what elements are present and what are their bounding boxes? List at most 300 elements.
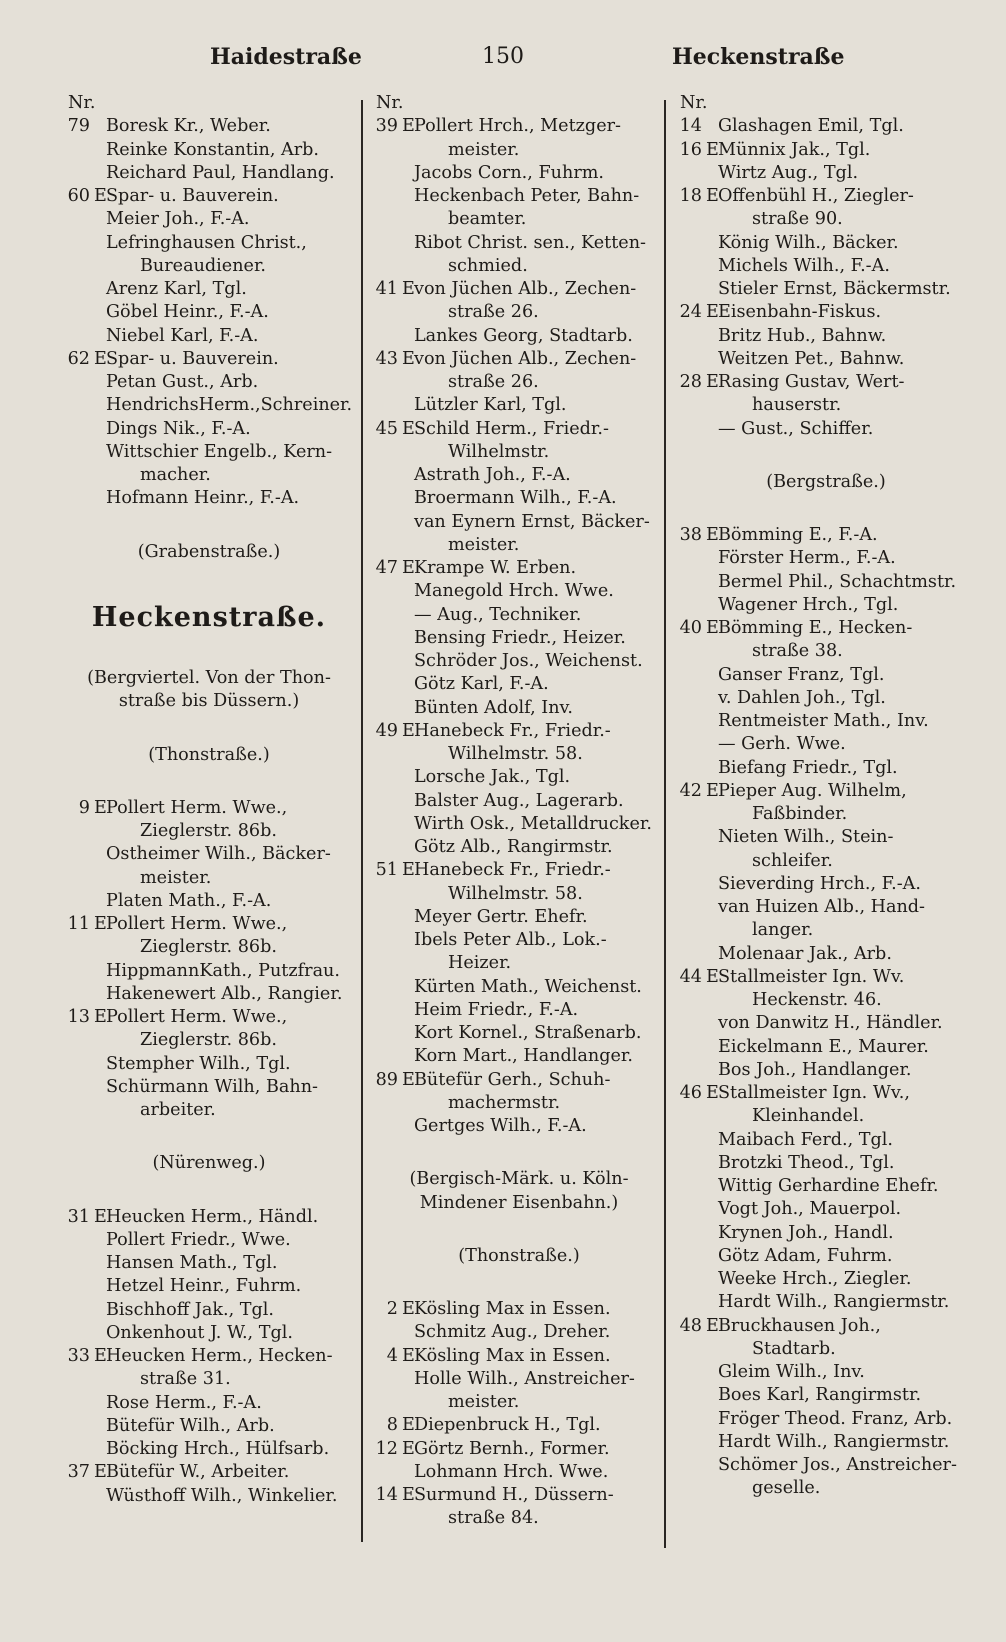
house-number: 12 xyxy=(375,1438,398,1459)
entry-text: von Jüchen Alb., Zechen- xyxy=(414,348,637,369)
entry-text: Maibach Ferd., Tgl. xyxy=(718,1129,893,1150)
section-heading: (Bergviertel. Von der Thon- xyxy=(87,668,331,688)
directory-entry xyxy=(676,418,976,441)
directory-entry xyxy=(372,604,666,627)
directory-entry xyxy=(676,687,976,710)
entry-text: Kösling Max in Essen. xyxy=(414,1345,611,1366)
directory-entry xyxy=(676,571,976,594)
entry-text: Spar- u. Bauverein. xyxy=(106,348,279,369)
page-number: 150 xyxy=(482,44,524,69)
entry-text: Heim Friedr., F.-A. xyxy=(414,999,579,1020)
entry-text: Vogt Joh., Mauerpol. xyxy=(718,1199,902,1220)
directory-entry xyxy=(676,1012,976,1035)
entry-text: Astrath Joh., F.-A. xyxy=(414,465,571,485)
directory-entry xyxy=(372,394,666,417)
running-head-left: Haidestraße xyxy=(210,44,362,70)
directory-entry xyxy=(676,757,976,780)
entry-text: Nieten Wilh., Stein- xyxy=(718,827,894,848)
house-number: 79 xyxy=(67,116,90,137)
entry-text: Britz Hub., Bahnw. xyxy=(718,325,887,346)
owner-marker: E xyxy=(402,558,415,578)
section-heading: (Nürenweg.) xyxy=(152,1153,266,1174)
entry-text: Pollert Herm. Wwe., xyxy=(106,797,288,818)
entry-text: Hardt Wilh., Rangiermstr. xyxy=(718,1292,950,1313)
entry-text: Korn Mart., Handlanger. xyxy=(414,1046,633,1067)
entry-text: Krampe W. Erben. xyxy=(414,558,577,578)
section-spacer xyxy=(64,1176,354,1206)
entry-text: Wagener Hrch., Tgl. xyxy=(718,594,899,615)
directory-entry xyxy=(372,1022,666,1045)
entry-text: Arenz Karl, Tgl. xyxy=(106,279,247,299)
entry-text: — Gerh. Wwe. xyxy=(718,734,846,755)
owner-marker: E xyxy=(94,914,107,934)
directory-entry xyxy=(64,1006,354,1053)
entry-text: Hofmann Heinr., F.-A. xyxy=(106,488,300,509)
entry-text: Platen Math., F.-A. xyxy=(106,890,272,911)
house-number: 47 xyxy=(375,558,398,578)
section-heading: Mindener Eisenbahn.) xyxy=(419,1192,619,1213)
entry-text: Stallmeister Ign. Wv., xyxy=(718,1083,910,1103)
entry-text: Gertges Wilh., F.-A. xyxy=(414,1116,587,1136)
entry-continuation: meister. xyxy=(448,1392,520,1412)
entry-continuation: meister. xyxy=(140,867,212,888)
house-number: 48 xyxy=(679,1315,702,1336)
directory-entry xyxy=(676,826,976,873)
directory-entry xyxy=(676,547,976,570)
entry-text: Bütefür W., Arbeiter. xyxy=(106,1462,290,1483)
section-spacer xyxy=(64,1122,354,1152)
entry-continuation: geselle. xyxy=(752,1478,821,1499)
section-heading: (Thonstraße.) xyxy=(148,744,270,765)
entry-continuation: meister. xyxy=(448,534,520,555)
directory-entry xyxy=(64,371,354,394)
entry-continuation: Kleinhandel. xyxy=(752,1106,865,1127)
entry-text: Bünten Adolf, Inv. xyxy=(414,697,573,718)
entry-text: Ribot Christ. sen., Ketten- xyxy=(414,232,646,253)
entry-text: — Gust., Schiffer. xyxy=(718,418,874,439)
entry-text: Förster Herm., F.-A. xyxy=(718,548,896,569)
entry-text: Balster Aug., Lagerarb. xyxy=(414,790,624,811)
entry-text: Boresk Kr., Weber. xyxy=(106,116,271,137)
directory-entry xyxy=(64,1415,354,1438)
directory-entry xyxy=(676,301,976,324)
entry-text: Hansen Math., Tgl. xyxy=(106,1253,278,1273)
directory-entry xyxy=(64,1252,354,1275)
directory-entry xyxy=(676,1245,976,1268)
entry-text: Bömming E., F.-A. xyxy=(718,525,878,545)
directory-entry xyxy=(372,627,666,650)
entry-text: Heckenbach Peter, Bahn- xyxy=(414,186,640,206)
directory-entry xyxy=(372,464,666,487)
entry-text: Götz Adam, Fuhrm. xyxy=(718,1245,893,1266)
entry-text: Pollert Hrch., Metzger- xyxy=(414,116,621,137)
directory-entry xyxy=(676,1361,976,1384)
directory-entry xyxy=(676,896,976,943)
directory-entry xyxy=(372,673,666,696)
entry-continuation: straße 31. xyxy=(140,1369,231,1390)
directory-entry xyxy=(676,1315,976,1362)
owner-marker: E xyxy=(706,302,719,323)
entry-text: Brotzki Theod., Tgl. xyxy=(718,1152,895,1173)
entry-text: Lützler Karl, Tgl. xyxy=(414,395,567,416)
directory-entry xyxy=(372,720,666,767)
house-number: 2 xyxy=(386,1299,398,1319)
directory-entry xyxy=(372,418,666,465)
entry-continuation: arbeiter. xyxy=(140,1100,216,1120)
directory-entry xyxy=(64,960,354,983)
directory-entry xyxy=(372,906,666,929)
entry-text: Meyer Gertr. Ehefr. xyxy=(414,906,588,927)
directory-entry xyxy=(676,1059,976,1082)
entry-continuation: Wilhelmstr. xyxy=(448,441,550,462)
section-spacer xyxy=(64,637,354,667)
entry-text: Reinke Konstantin, Arb. xyxy=(106,139,319,160)
owner-marker: E xyxy=(94,1206,107,1227)
directory-entry xyxy=(64,208,354,231)
directory-entry xyxy=(676,664,976,687)
entry-text: Sieverding Hrch., F.-A. xyxy=(718,873,921,894)
owner-marker: E xyxy=(94,1462,107,1483)
entry-text: Meier Joh., F.-A. xyxy=(106,209,250,230)
entry-text: Fröger Theod. Franz, Arb. xyxy=(718,1408,953,1429)
directory-entry xyxy=(64,487,354,510)
directory-entry xyxy=(676,348,976,371)
entry-continuation: schmied. xyxy=(448,255,528,276)
entry-continuation: meister. xyxy=(448,139,520,160)
entry-continuation: Heizer. xyxy=(448,953,512,974)
directory-entry xyxy=(676,1454,976,1501)
entry-text: Kort Kornel., Straßenarb. xyxy=(414,1023,642,1043)
directory-entry xyxy=(372,115,666,162)
entry-text: Stempher Wilh., Tgl. xyxy=(106,1053,291,1074)
directory-entry xyxy=(372,790,666,813)
entry-text: Bos Joh., Handlanger. xyxy=(718,1059,912,1080)
directory-entry xyxy=(372,766,666,789)
directory-entry xyxy=(64,139,354,162)
directory-entry xyxy=(372,325,666,348)
entry-text: Rasing Gustav, Wert- xyxy=(718,372,905,392)
section-spacer xyxy=(64,511,354,541)
directory-entry xyxy=(64,1206,354,1229)
entry-text: Ostheimer Wilh., Bäcker- xyxy=(106,844,331,865)
directory-entry xyxy=(676,1175,976,1198)
directory-entry xyxy=(676,278,976,301)
directory-entry xyxy=(372,348,666,395)
directory-entry xyxy=(372,929,666,976)
entry-text: von Jüchen Alb., Zechen- xyxy=(414,279,637,299)
entry-text: Pollert Friedr., Wwe. xyxy=(106,1229,291,1250)
column-heading: Nr. xyxy=(680,93,708,113)
entry-text: Schröder Jos., Weichenst. xyxy=(414,651,643,671)
section-spacer xyxy=(64,767,354,797)
owner-marker: E xyxy=(402,348,415,369)
directory-entry xyxy=(372,999,666,1022)
owner-marker: E xyxy=(706,966,719,987)
entry-text: Diepenbruck H., Tgl. xyxy=(414,1415,601,1436)
entry-text: Biefang Friedr., Tgl. xyxy=(718,757,898,778)
directory-entry xyxy=(372,232,666,279)
directory-entry xyxy=(372,580,666,603)
directory-entry xyxy=(372,1461,666,1484)
entry-continuation: straße 38. xyxy=(752,641,843,662)
directory-entry xyxy=(372,185,666,232)
directory-entry xyxy=(64,1438,354,1461)
entry-text: Jacobs Corn., Fuhrm. xyxy=(414,162,605,183)
entry-text: Manegold Hrch. Wwe. xyxy=(414,581,614,602)
entry-text: Hakenewert Alb., Rangier. xyxy=(106,983,343,1004)
directory-entry xyxy=(64,1053,354,1076)
directory-entry xyxy=(372,1368,666,1415)
directory-entry xyxy=(64,890,354,913)
entry-continuation: Faßbinder. xyxy=(752,804,848,824)
owner-marker: E xyxy=(94,348,107,369)
entry-continuation: straße 26. xyxy=(448,372,539,392)
entry-text: Heucken Herm., Hecken- xyxy=(106,1346,333,1366)
directory-entry xyxy=(676,1268,976,1291)
owner-marker: E xyxy=(94,1346,107,1366)
directory-entry xyxy=(676,1152,976,1175)
entry-text: Münnix Jak., Tgl. xyxy=(718,139,871,160)
house-number: 39 xyxy=(375,116,398,137)
entry-text: Rentmeister Math., Inv. xyxy=(718,711,929,731)
running-head-right: Heckenstraße xyxy=(672,44,845,70)
entry-text: HendrichsHerm.,Schreiner. xyxy=(106,395,353,416)
directory-entry xyxy=(372,1321,666,1344)
owner-marker: E xyxy=(402,720,415,741)
owner-marker: E xyxy=(402,1415,415,1436)
directory-entry xyxy=(64,115,354,138)
house-number: 60 xyxy=(67,186,90,206)
entry-text: Lankes Georg, Stadtarb. xyxy=(414,325,633,346)
house-number: 43 xyxy=(375,348,398,369)
owner-marker: E xyxy=(402,1299,415,1319)
directory-entry xyxy=(372,697,666,720)
house-number: 44 xyxy=(679,966,702,987)
owner-marker: E xyxy=(706,780,719,801)
entry-text: Schömer Jos., Anstreicher- xyxy=(718,1455,957,1475)
entry-text: Eisenbahn-Fiskus. xyxy=(718,302,882,323)
entry-text: Eickelmann E., Maurer. xyxy=(718,1036,929,1057)
directory-entry xyxy=(676,325,976,348)
section-spacer xyxy=(372,1215,666,1245)
entry-text: Pieper Aug. Wilhelm, xyxy=(718,780,907,801)
entry-text: v. Dahlen Joh., Tgl. xyxy=(718,687,886,708)
entry-text: Bütefür Gerh., Schuh- xyxy=(414,1069,611,1090)
directory-entry xyxy=(64,797,354,844)
entry-text: Stieler Ernst, Bäckermstr. xyxy=(718,279,951,299)
directory-entry xyxy=(64,185,354,208)
directory-entry xyxy=(64,232,354,279)
owner-marker: E xyxy=(402,1345,415,1366)
directory-entry xyxy=(676,115,976,138)
directory-entry xyxy=(676,966,976,1013)
owner-marker: E xyxy=(402,1069,415,1090)
directory-entry xyxy=(64,983,354,1006)
entry-text: Weitzen Pet., Bahnw. xyxy=(718,348,905,369)
entry-text: Bensing Friedr., Heizer. xyxy=(414,627,626,648)
directory-entry xyxy=(676,780,976,827)
entry-text: Spar- u. Bauverein. xyxy=(106,186,279,206)
column-rule-1 xyxy=(361,100,363,1542)
house-number: 24 xyxy=(679,302,702,323)
directory-entry xyxy=(372,1069,666,1116)
directory-entry xyxy=(676,371,976,418)
section-spacer xyxy=(676,494,976,524)
directory-entry xyxy=(676,943,976,966)
directory-entry xyxy=(64,1461,354,1484)
owner-marker: E xyxy=(706,186,719,206)
column-heading: Nr. xyxy=(68,93,96,113)
owner-marker: E xyxy=(706,618,719,638)
entry-text: Bruckhausen Joh., xyxy=(718,1315,881,1336)
entry-continuation: straße 26. xyxy=(448,302,539,323)
directory-entry xyxy=(64,913,354,960)
house-number: 33 xyxy=(67,1346,90,1366)
entry-text: Pollert Herm. Wwe., xyxy=(106,1007,288,1027)
entry-text: Surmund H., Düssern- xyxy=(414,1485,614,1505)
entry-text: Lefringhausen Christ., xyxy=(106,232,307,253)
owner-marker: E xyxy=(706,1083,719,1103)
directory-entry xyxy=(676,1198,976,1221)
directory-entry xyxy=(372,1345,666,1368)
directory-entry xyxy=(676,710,976,733)
entry-text: Wittig Gerhardine Ehefr. xyxy=(718,1176,939,1196)
entry-text: Hetzel Heinr., Fuhrm. xyxy=(106,1276,302,1297)
house-number: 38 xyxy=(679,525,702,545)
directory-entry xyxy=(676,617,976,664)
house-number: 89 xyxy=(375,1069,398,1090)
entry-text: Krynen Joh., Handl. xyxy=(718,1222,894,1243)
house-number: 40 xyxy=(679,618,702,638)
directory-entry xyxy=(372,813,666,836)
directory-entry xyxy=(372,557,666,580)
directory-entry xyxy=(64,1299,354,1322)
entry-text: Bermel Phil., Schachtmstr. xyxy=(718,571,957,592)
directory-entry xyxy=(676,733,976,756)
house-number: 45 xyxy=(375,418,398,439)
directory-entry xyxy=(372,650,666,673)
entry-text: Schürmann Wilh, Bahn- xyxy=(106,1076,318,1097)
section-heading: straße bis Düssern.) xyxy=(118,691,300,712)
directory-entry xyxy=(372,1115,666,1138)
entry-continuation: beamter. xyxy=(448,209,527,230)
entry-text: HippmannKath., Putzfrau. xyxy=(106,960,340,981)
directory-entry xyxy=(372,859,666,906)
entry-text: Wirtz Aug., Tgl. xyxy=(718,162,859,183)
entry-text: Reichard Paul, Handlang. xyxy=(106,162,335,183)
house-number: 46 xyxy=(679,1083,702,1103)
entry-text: Dings Nik., F.-A. xyxy=(106,418,251,439)
entry-text: Kürten Math., Weichenst. xyxy=(414,976,642,997)
owner-marker: E xyxy=(706,1315,719,1336)
column-2 xyxy=(372,92,666,1531)
directory-entry xyxy=(64,1076,354,1123)
directory-entry xyxy=(64,1392,354,1415)
owner-marker: E xyxy=(402,116,415,137)
entry-continuation: Wilhelmstr. 58. xyxy=(448,744,583,764)
directory-entry xyxy=(372,1298,666,1321)
directory-entry xyxy=(64,1345,354,1392)
entry-text: Böcking Hrch., Hülfsarb. xyxy=(106,1439,330,1459)
directory-entry xyxy=(372,836,666,859)
directory-entry xyxy=(372,976,666,999)
directory-entry xyxy=(64,1485,354,1508)
entry-text: Göbel Heinr., F.-A. xyxy=(106,302,269,323)
directory-entry xyxy=(64,162,354,185)
entry-continuation: Stadtarb. xyxy=(752,1338,836,1359)
owner-marker: E xyxy=(402,279,415,299)
entry-continuation: langer. xyxy=(752,920,814,941)
entry-text: Götz Karl, F.-A. xyxy=(414,674,549,695)
entry-continuation: Zieglerstr. 86b. xyxy=(140,937,277,958)
entry-continuation: machermstr. xyxy=(448,1092,561,1113)
directory-entry xyxy=(64,348,354,371)
house-number: 51 xyxy=(375,860,398,881)
directory-entry xyxy=(676,162,976,185)
directory-entry xyxy=(372,162,666,185)
section-spacer xyxy=(372,1138,666,1168)
directory-entry xyxy=(64,1322,354,1345)
entry-continuation: straße 84. xyxy=(448,1508,539,1529)
house-number: 4 xyxy=(386,1345,398,1366)
section-spacer xyxy=(64,564,354,594)
owner-marker: E xyxy=(706,372,719,392)
entry-text: Glashagen Emil, Tgl. xyxy=(718,116,904,137)
house-number: 42 xyxy=(679,780,702,801)
entry-text: Stallmeister Ign. Wv. xyxy=(718,966,905,987)
entry-continuation: macher. xyxy=(140,465,211,485)
section-spacer xyxy=(64,714,354,744)
entry-text: von Danwitz H., Händler. xyxy=(718,1013,943,1034)
owner-marker: E xyxy=(706,139,719,160)
house-number: 14 xyxy=(679,116,702,137)
column-3 xyxy=(676,92,976,1501)
entry-text: Görtz Bernh., Former. xyxy=(414,1438,610,1459)
directory-entry xyxy=(64,394,354,417)
directory-entry xyxy=(676,185,976,232)
entry-text: Broermann Wilh., F.-A. xyxy=(414,488,617,509)
owner-marker: E xyxy=(94,797,107,818)
section-spacer xyxy=(676,441,976,471)
entry-text: Lorsche Jak., Tgl. xyxy=(414,767,571,788)
entry-text: Bütefür Wilh., Arb. xyxy=(106,1415,275,1436)
entry-text: Bischhoff Jak., Tgl. xyxy=(106,1299,274,1320)
directory-entry xyxy=(676,232,976,255)
directory-entry xyxy=(372,1414,666,1437)
directory-entry xyxy=(676,255,976,278)
entry-text: Rose Herm., F.-A. xyxy=(106,1392,262,1413)
entry-text: Heucken Herm., Händl. xyxy=(106,1206,319,1227)
directory-entry xyxy=(64,1229,354,1252)
section-heading: (Bergisch-Märk. u. Köln- xyxy=(409,1169,629,1190)
entry-continuation: Zieglerstr. 86b. xyxy=(140,1030,277,1051)
entry-text: Holle Wilh., Anstreicher- xyxy=(414,1368,635,1389)
entry-text: Weeke Hrch., Ziegler. xyxy=(718,1269,912,1289)
entry-text: Michels Wilh., F.-A. xyxy=(718,255,890,276)
directory-entry xyxy=(676,594,976,617)
directory-entry xyxy=(676,1129,976,1152)
entry-text: Molenaar Jak., Arb. xyxy=(718,943,892,964)
entry-text: Niebel Karl, F.-A. xyxy=(106,325,259,346)
entry-text: Kösling Max in Essen. xyxy=(414,1299,611,1319)
entry-text: Petan Gust., Arb. xyxy=(106,372,259,392)
directory-entry xyxy=(372,511,666,558)
house-number: 18 xyxy=(679,186,702,206)
house-number: 11 xyxy=(67,914,90,934)
directory-entry xyxy=(676,873,976,896)
house-number: 8 xyxy=(386,1415,398,1436)
directory-entry xyxy=(372,487,666,510)
